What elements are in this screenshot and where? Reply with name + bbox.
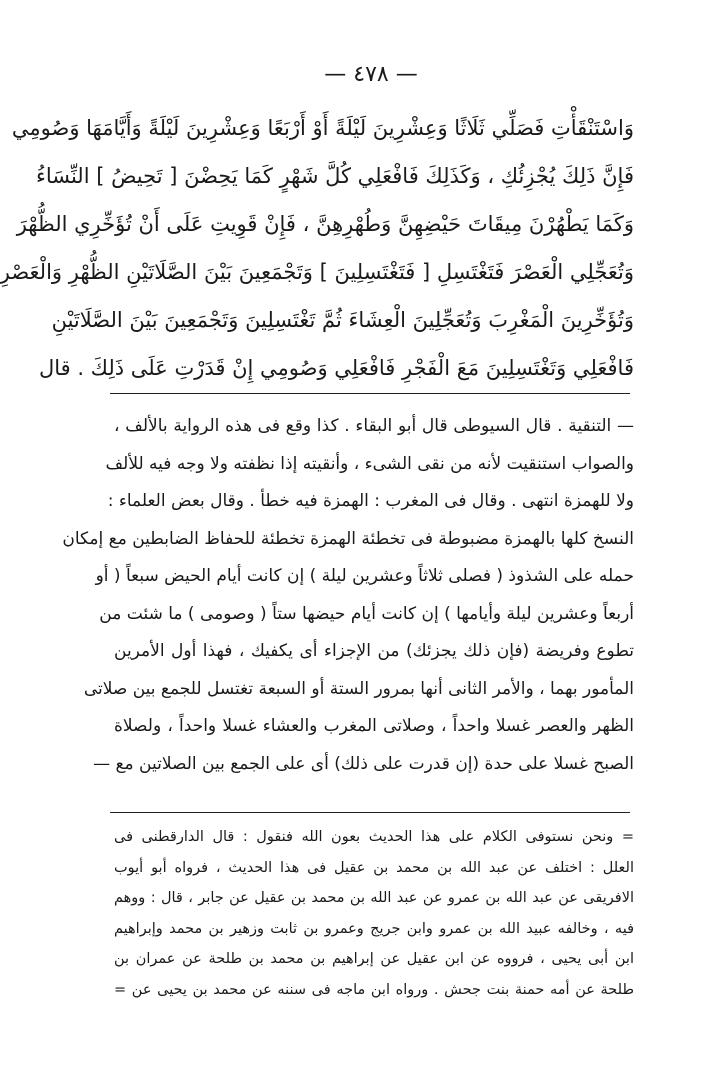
- footnote-line: الافريقى عن عبد الله بن عمرو عن عبد الله بن محمد بن عقيل عن جابر ، قال : ووهم: [114, 890, 634, 906]
- hadith-line: وَاسْتَنْقَأْتِ فَصَلِّي ثَلَاثًا وَعِشْرِينَ لَيْلَةً أَوْ أَرْبَعًا وَعِشْرِينَ لَيْلَةً وَأَيَّامَهَا وَصُومِي: [11, 116, 634, 140]
- hadith-line: وَتُعَجِّلِي الْعَصْرَ فَتَغْتَسِلِ [ فَتَغْتَسِلِينَ ] وَتَجْمَعِينَ بَيْنَ الصَّلَاتَيْنِ الظُّهْرِ وَالْعَصْرِ: [0, 260, 634, 284]
- footnote-line: = ونحن نستوفى الكلام على هذا الحديث بعون الله فنقول : قال الدارقطنى فى: [114, 829, 634, 845]
- footnote-line: طلحة عن أمه حمنة بنت جحش . ورواه ابن ماجه فى سننه عن محمد بن يحيى عن =: [114, 981, 634, 998]
- footnote-line: فيه ، وخالفه عبيد الله بن عمرو وابن جريج وعمرو بن ثابت وزهير بن محمد وإبراهيم: [114, 920, 634, 937]
- footnote-line: العلل : اختلف عن عبد الله بن محمد بن عقيل فى هذا الحديث ، فرواه أبو أيوب: [114, 859, 634, 876]
- commentary-text: [62, 408, 634, 783]
- hadith-line: وَكَمَا يَطْهُرْنَ مِيقَاتَ حَيْضِهِنَّ وَطُهْرِهِنَّ ، فَإِنْ قَوِيتِ عَلَى أَنْ تُؤَخِّرِي الظُّهْرَ: [16, 212, 634, 236]
- commentary-line: أربعاً وعشرين ليلة وأيامها ) إن كانت أيام حيضها ستاً ( وصومى ) ما شئت من: [99, 603, 634, 624]
- footnote-divider: [110, 812, 630, 813]
- hadith-line: وَتُؤَخِّرِينَ الْمَغْرِبَ وَتُعَجِّلِينَ الْعِشَاءَ ثُمَّ تَغْتَسِلِينَ وَتَجْمَعِينَ بَيْنَ الصَّلَاتَيْنِ: [51, 308, 634, 332]
- commentary-line: والصواب استنقيت لأنه من نقى الشىء ، وأنقيته إذا نظفته ولا وجه فيه للألف: [105, 453, 634, 474]
- commentary-line: المأمور بهما ، والأمر الثانى أنها بمرور الستة أو السبعة تغتسل للجمع بين صلاتى: [83, 678, 634, 699]
- commentary-line: الظهر والعصر غسلا واحداً ، وصلاتى المغرب والعشاء غسلا واحداً ، ولصلاة: [114, 716, 634, 736]
- commentary-line: الصبح غسلا على حدة (إن قدرت على ذلك) أى على الجمع بين الصلاتين مع —: [93, 753, 634, 774]
- commentary-line: — التنقية . قال السيوطى قال أبو البقاء . كذا وقع فى هذه الرواية بالألف ،: [114, 416, 634, 436]
- commentary-line: حمله على الشذوذ ( فصلى ثلاثاً وعشرين ليلة ) إن كانت أيام الحيض سبعاً ( أو: [95, 566, 634, 586]
- hadith-text: [0, 104, 634, 392]
- page-number: — ٤٧٨ —: [324, 62, 418, 87]
- hadith-line: فَإِنَّ ذَلِكَ يُجْزِئُكِ ، وَكَذَلِكَ فَافْعَلِي كُلَّ شَهْرٍ كَمَا يَحِضْنَ [ تَحِيضُ ] النِّسَاءُ: [35, 164, 634, 188]
- footnote-line: ابن أبى يحيى ، فرووه عن ابن عقيل عن إبراهيم بن محمد بن طلحة عن عمران بن: [114, 951, 634, 967]
- footnote-text: [114, 822, 634, 1005]
- section-divider: [110, 393, 630, 394]
- commentary-line: ولا للهمزة انتهى . وقال فى المغرب : الهمزة فيه خطأ . وقال بعض العلماء :: [107, 491, 634, 511]
- commentary-line: تطوع وفريضة (فإن ذلك يجزئك) من الإجزاء أى يكفيك ، فهذا أول الأمرين: [114, 641, 634, 661]
- commentary-line: النسخ كلها بالهمزة مضبوطة فى تخطئة الهمزة تخطئة للحفاظ الضابطين مع إمكان: [62, 528, 634, 549]
- hadith-line: فَافْعَلِي وَتَغْتَسِلِينَ مَعَ الْفَجْرِ فَافْعَلِي وَصُومِي إِنْ قَدَرْتِ عَلَى ذَلِكَ . قال: [38, 356, 634, 380]
